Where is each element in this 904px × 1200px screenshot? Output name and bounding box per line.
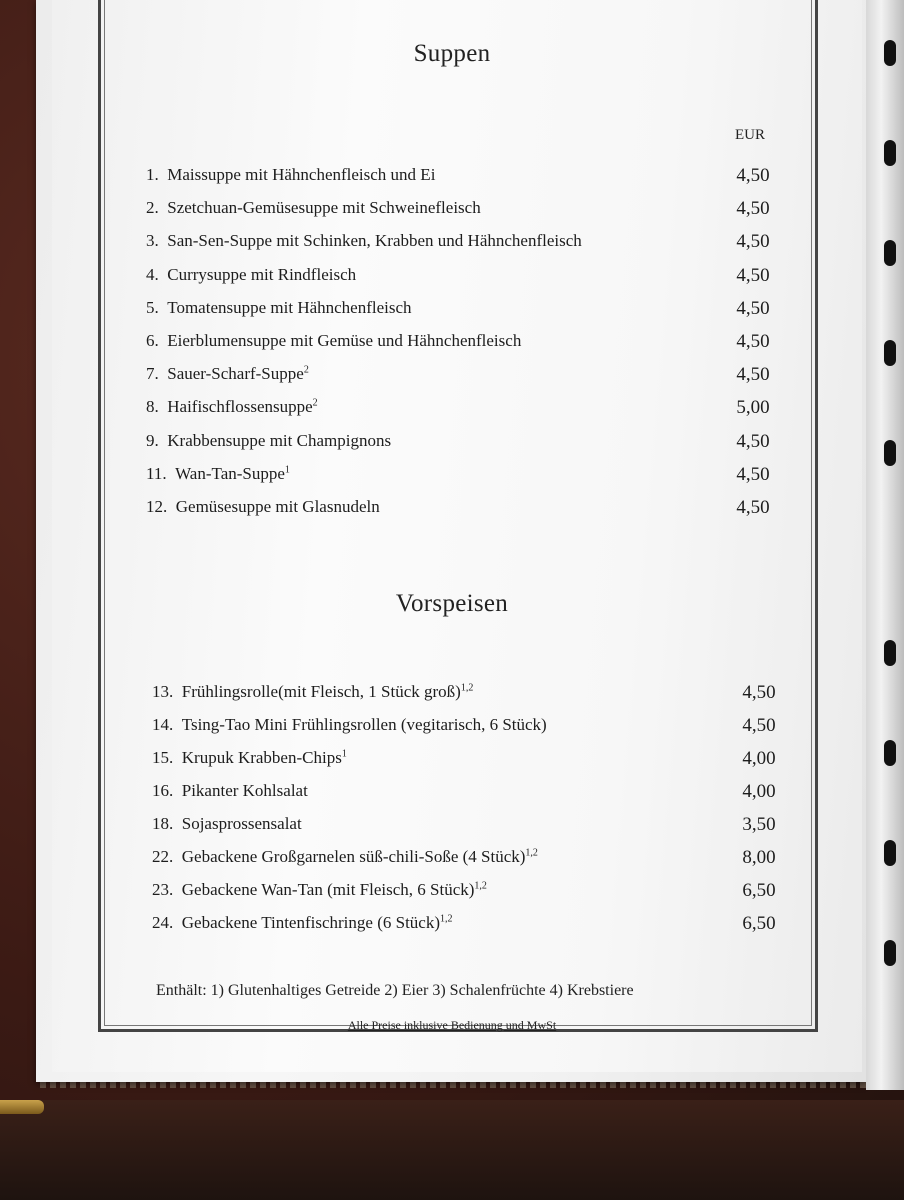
item-number: 8.: [146, 397, 168, 417]
menu-item-row: [146, 364, 786, 394]
menu-item-row: [146, 298, 786, 328]
item-price: 4,50: [742, 682, 776, 703]
item-price: 4,50: [736, 264, 770, 286]
item-number: 23.: [152, 880, 182, 899]
item-number: 6.: [146, 331, 168, 350]
item-name: Szetchuan-Gemüsesuppe mit Schweinefleisch: [167, 198, 481, 218]
soups-heading: Suppen: [413, 40, 491, 67]
price-footnote: Alle Preise inklusive Bedienung und MwSt: [347, 1018, 557, 1032]
item-price: 4,50: [736, 165, 770, 186]
item-number: 16.: [152, 781, 182, 800]
allergen-marker: 1,2: [474, 880, 487, 892]
allergen-marker: 1,2: [525, 847, 538, 859]
item-name: Wan-Tan-Suppe: [175, 463, 285, 483]
item-name: Sauer-Scharf-Suppe: [167, 364, 304, 384]
menu-item-row: [152, 847, 792, 877]
menu-item-row: [146, 431, 786, 461]
item-name: Tomatensuppe mit Hähnchenfleisch: [167, 297, 412, 317]
leather-cover-bottom: [0, 1100, 904, 1200]
item-name: Krabbensuppe mit Champignons: [167, 430, 392, 450]
allergen-marker: 2: [312, 397, 318, 409]
binder-hole: [884, 740, 896, 766]
menu-item-row: [152, 715, 792, 745]
allergen-marker: 1,2: [460, 682, 474, 694]
item-name: Gebackene Tintenfischringe (6 Stück): [181, 913, 440, 932]
item-name: Maissuppe mit Hähnchenfleisch und Ei: [167, 165, 436, 184]
item-number: 4.: [146, 264, 168, 284]
menu-item-row: [146, 231, 786, 261]
menu-item-row: [152, 880, 792, 910]
menu-item-row: [146, 331, 786, 361]
menu-item-row: [152, 682, 792, 712]
item-price: 4,50: [736, 198, 770, 220]
binder-hole: [884, 640, 896, 666]
item-name: Pikanter Kohlsalat: [181, 781, 308, 800]
item-number: 7.: [146, 364, 168, 384]
item-price: 4,50: [736, 497, 770, 518]
binder-hole: [884, 240, 896, 266]
item-number: 12.: [146, 497, 176, 516]
item-number: 3.: [146, 231, 168, 251]
binder-hole: [884, 440, 896, 466]
menu-item-row: [152, 748, 792, 778]
item-name: San-Sen-Suppe mit Schinken, Krabben und Hähnchenfleisch: [167, 231, 582, 251]
menu-item-row: [146, 198, 786, 228]
item-price: 4,50: [736, 231, 770, 253]
item-price: 4,50: [736, 364, 770, 386]
item-price: 4,50: [736, 331, 770, 352]
starters-heading: Vorspeisen: [395, 590, 509, 617]
item-number: 18.: [152, 814, 182, 833]
item-number: 2.: [146, 198, 168, 218]
item-number: 13.: [152, 682, 182, 701]
menu-item-row: [146, 464, 786, 494]
item-price: 4,50: [736, 297, 770, 319]
item-price: 5,00: [736, 397, 770, 419]
item-price: 4,50: [736, 463, 770, 485]
item-name: Haifischflossensuppe: [167, 397, 313, 417]
item-name: Sojasprossensalat: [181, 814, 302, 833]
binder-hole: [884, 840, 896, 866]
allergen-legend: Enthält: 1) Glutenhaltiges Getreide 2) Eier 3) Schalenfrüchte 4) Krebstiere: [156, 982, 634, 999]
item-name: Frühlingsrolle(mit Fleisch, 1 Stück groß): [181, 682, 461, 701]
binder-hole: [884, 940, 896, 966]
allergen-marker: 1: [284, 464, 290, 476]
item-number: 5.: [146, 297, 168, 317]
menu-item-row: [146, 497, 786, 527]
item-number: 11.: [146, 463, 176, 483]
item-number: 24.: [152, 913, 182, 932]
item-name: Krupuk Krabben-Chips: [181, 748, 342, 767]
menu-clip: [0, 1100, 44, 1114]
item-price: 4,50: [736, 430, 770, 452]
currency-label: EUR: [735, 127, 765, 143]
binder-hole: [884, 340, 896, 366]
item-name: Gebackene Wan-Tan (mit Fleisch, 6 Stück): [181, 880, 475, 899]
item-name: Currysuppe mit Rindfleisch: [167, 264, 357, 284]
item-name: Eierblumensuppe mit Gemüse und Hähnchenfleisch: [167, 331, 522, 350]
allergen-marker: 1: [341, 748, 347, 760]
menu-item-row: [146, 265, 786, 295]
menu-item-row: [152, 781, 792, 811]
menu-item-row: [152, 814, 792, 844]
item-number: 22.: [152, 847, 182, 866]
item-price: 4,00: [742, 748, 776, 769]
item-price: 3,50: [742, 814, 776, 835]
item-number: 9.: [146, 430, 168, 450]
item-price: 4,00: [742, 781, 776, 802]
menu-item-row: [152, 913, 792, 943]
binder-hole: [884, 140, 896, 166]
item-price: 4,50: [742, 715, 776, 736]
item-name: Gemüsesuppe mit Glasnudeln: [175, 497, 380, 516]
menu-item-row: [146, 165, 786, 195]
item-number: 15.: [152, 748, 182, 767]
item-price: 8,00: [742, 847, 776, 868]
item-name: Tsing-Tao Mini Frühlingsrollen (vegitarisch, 6 Stück): [181, 715, 547, 734]
item-name: Gebackene Großgarnelen süß-chili-Soße (4 Stück): [181, 847, 526, 866]
item-price: 6,50: [742, 913, 776, 934]
allergen-marker: 1,2: [440, 913, 453, 925]
item-number: 14.: [152, 715, 182, 734]
allergen-marker: 2: [303, 364, 309, 376]
item-number: 1.: [146, 165, 168, 184]
menu-item-row: [146, 397, 786, 427]
item-price: 6,50: [742, 880, 776, 901]
